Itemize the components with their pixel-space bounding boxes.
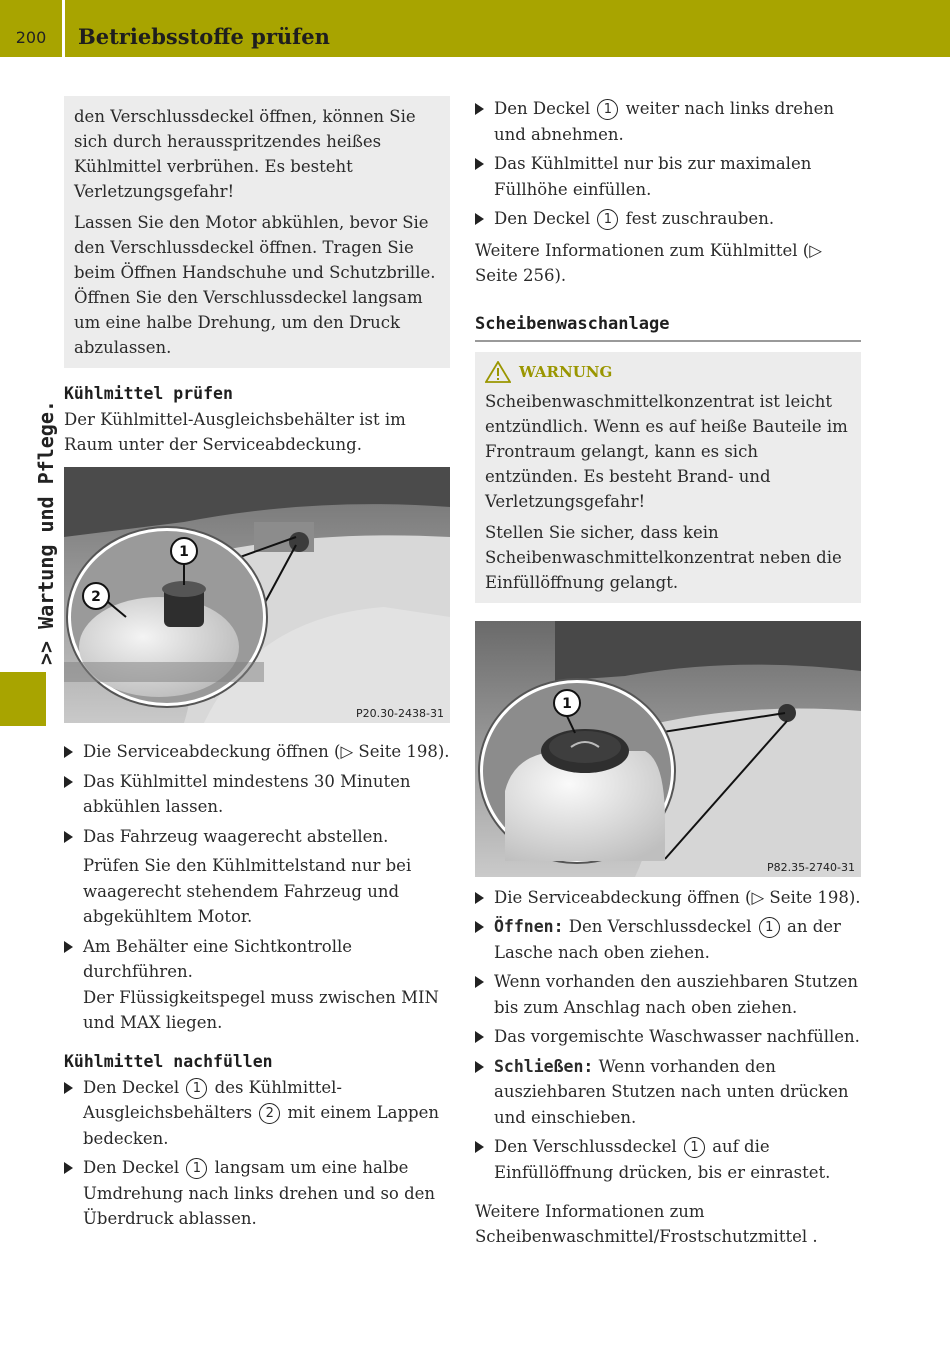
bullet-triangle-icon (64, 776, 73, 788)
list-item: Den Deckel 1 des Kühlmittel-Ausgleichsbehälters 2 mit einem Lappen bedecken. (64, 1075, 450, 1152)
refill-steps (64, 1075, 450, 1232)
warning-title: WARNUNG (485, 360, 851, 385)
callout-number-1: 1 (597, 209, 618, 230)
bullet-triangle-icon (475, 892, 484, 904)
list-item: Das Fahrzeug waagerecht abstellen. (64, 824, 450, 850)
list-item: Wenn vorhanden den ausziehbaren Stutzen bis zum Anschlag nach oben ziehen. (475, 969, 861, 1020)
list-item: Die Serviceabdeckung öffnen (▷ Seite 198). (64, 739, 450, 765)
coolant-warning-box (64, 96, 450, 368)
callout-number-1: 1 (759, 917, 780, 938)
bullet-triangle-icon (475, 103, 484, 115)
left-column (64, 96, 450, 1236)
bullet-triangle-icon (64, 941, 73, 953)
check-coolant-intro: Der Kühlmittel-Ausgleichsbehälter ist im Raum unter der Serviceabdeckung. (64, 410, 406, 454)
page-title: Betriebsstoffe prüfen (78, 24, 330, 49)
list-item: Das Kühlmittel mindestens 30 Minuten abkühlen lassen. (64, 769, 450, 820)
washer-steps (475, 885, 861, 1186)
header-bar (0, 0, 950, 57)
photo-code: P20.30-2438-31 (355, 707, 444, 720)
page-number: 200 (15, 28, 47, 47)
washer-more-info: Weitere Informationen zum Scheibenwaschmittel/Frostschutzmittel . (475, 1202, 818, 1246)
bullet-triangle-icon (475, 1061, 484, 1073)
list-item: Schließen: Wenn vorhanden den ausziehbaren Stutzen nach unten drücken und einschieben. (475, 1054, 861, 1131)
callout-number-1: 1 (597, 99, 618, 120)
photo-code: P82.35-2740-31 (766, 860, 855, 874)
list-item: Das vorgemischte Waschwasser nachfüllen. (475, 1024, 861, 1050)
washer-heading: Scheibenwaschanlage (475, 314, 861, 342)
refill-steps-continued (475, 96, 861, 232)
side-section-label: >> Wartung und Pflege. (34, 400, 58, 665)
list-item: Öffnen: Den Verschlussdeckel 1 an der Lasche nach oben ziehen. (475, 914, 861, 965)
svg-text:1: 1 (562, 695, 572, 712)
refill-coolant-heading: Kühlmittel nachfüllen (64, 1051, 273, 1071)
warning-text-1: den Verschlussdeckel öffnen, können Sie sich durch herausspritzendes heißes Kühlmittel verbrühen. Es besteht Verletzungsgefahr! (74, 107, 416, 201)
list-item: Den Deckel 1 fest zuschrauben. (475, 206, 861, 232)
bullet-triangle-icon (64, 831, 73, 843)
coolant-more-info: Weitere Informationen zum Kühlmittel (▷ Seite 256). (475, 240, 822, 285)
list-item: Den Verschlussdeckel 1 auf die Einfüllöffnung drücken, bis er einrastet. (475, 1134, 861, 1185)
side-tab-marker (0, 672, 46, 726)
bullet-triangle-icon (64, 746, 73, 758)
warning-triangle-icon (485, 361, 511, 383)
washer-warning-box (475, 352, 861, 603)
bullet-triangle-icon (475, 921, 484, 933)
bullet-triangle-icon (475, 1141, 484, 1153)
washer-warning-text-2: Stellen Sie sicher, dass kein Scheibenwaschmittelkonzentrat neben die Einfüllöffnung gelangt. (485, 522, 842, 592)
bullet-triangle-icon (64, 1162, 73, 1174)
list-item: Das Kühlmittel nur bis zur maximalen Füllhöhe einfüllen. (475, 151, 861, 202)
washer-photo-illustration (475, 621, 861, 877)
washer-warning-text-1: Scheibenwaschmittelkonzentrat ist leicht entzündlich. Wenn es auf heiße Bauteile im Frontraum gelangt, kann es sich entzünden. Es besteht Brand- und Verletzungsgefahr! (485, 391, 848, 511)
list-item: Die Serviceabdeckung öffnen (▷ Seite 198). (475, 885, 861, 911)
list-item: Am Behälter eine Sichtkontrolle durchführen. Der Flüssigkeitspegel muss zwischen MIN und MAX liegen. (64, 934, 450, 1036)
bullet-triangle-icon (475, 158, 484, 170)
callout-number-1: 1 (684, 1137, 705, 1158)
bullet-triangle-icon (64, 1082, 73, 1094)
coolant-photo-illustration (64, 467, 450, 723)
list-item: Den Deckel 1 langsam um eine halbe Umdrehung nach links drehen und so den Überdruck ablassen. (64, 1155, 450, 1232)
bullet-triangle-icon (475, 976, 484, 988)
header-separator (62, 0, 65, 57)
warning-text-2: Lassen Sie den Motor abkühlen, bevor Sie den Verschlussdeckel öffnen. Tragen Sie beim Öffnen Handschuhe und Schutzbrille. Öffnen Sie den Verschlussdeckel langsam um eine halbe Drehung, um den Druck abzulassen. (74, 213, 436, 357)
washer-photo (475, 621, 861, 877)
bullet-triangle-icon (475, 213, 484, 225)
coolant-photo (64, 467, 450, 723)
bullet-triangle-icon (475, 1031, 484, 1043)
svg-text:1: 1 (179, 544, 189, 560)
list-note: Prüfen Sie den Kühlmittelstand nur bei waagerecht stehendem Fahrzeug und abgekühltem Motor. (83, 856, 412, 926)
svg-text:2: 2 (91, 589, 101, 605)
check-coolant-heading: Kühlmittel prüfen (64, 384, 233, 403)
check-steps (64, 739, 450, 1036)
callout-number-1: 1 (186, 1158, 207, 1179)
callout-number-2: 2 (259, 1103, 280, 1124)
callout-number-1: 1 (186, 1078, 207, 1099)
right-column (475, 96, 861, 1249)
list-item: Den Deckel 1 weiter nach links drehen und abnehmen. (475, 96, 861, 147)
